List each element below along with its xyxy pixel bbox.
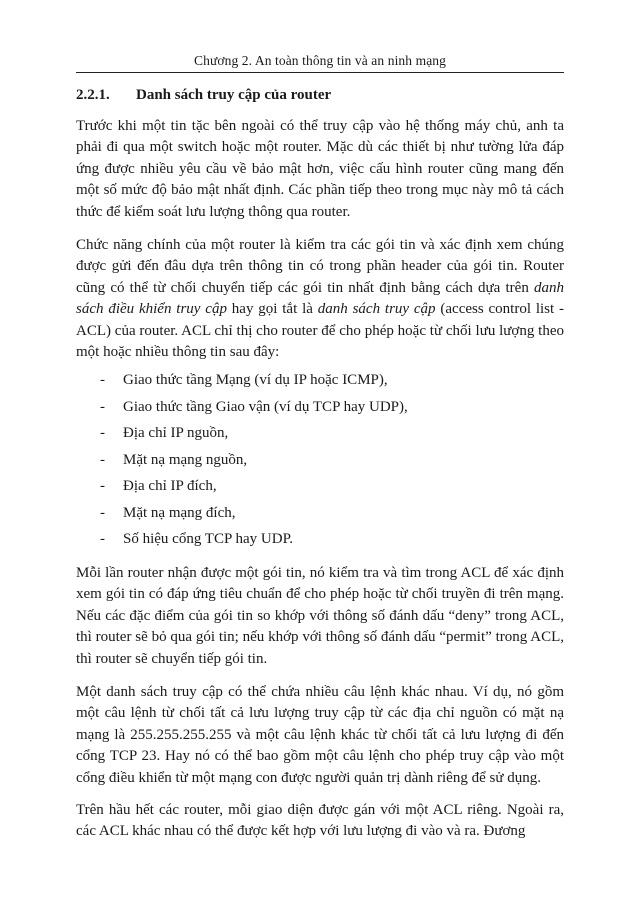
bullet-dash: - — [100, 531, 105, 548]
paragraph-text: (access control list - ACL) của router. ACL chỉ thị cho router để cho phép hoặc từ chối lưu lượng theo một hoặc nhiều thông tin sau đây: — [76, 301, 565, 361]
list-item — [76, 367, 564, 394]
section-heading — [76, 84, 564, 106]
list-item-text: Số hiệu cổng TCP hay UDP. — [123, 531, 294, 548]
running-header: Chương 2. An toàn thông tin và an ninh mạng — [194, 53, 446, 68]
list-item-text: Giao thức tầng Giao vận (ví dụ TCP hay UDP), — [123, 398, 408, 415]
list-item — [76, 500, 564, 527]
list-item — [76, 447, 564, 474]
criteria-list — [76, 367, 564, 553]
list-item-text: Mặt nạ mạng nguồn, — [123, 451, 248, 468]
bullet-dash: - — [100, 425, 105, 442]
emphasis-term: danh sách truy cập — [317, 301, 436, 318]
section-title: Danh sách truy cập của router — [136, 87, 332, 103]
bullet-dash: - — [100, 372, 105, 389]
paragraph-interfaces: Trên hầu hết các router, mỗi giao diện được gán với một ACL riêng. Ngoài ra, các ACL khác nhau có thể được kết hợp với lưu lượng đi vào và ra. Đương — [76, 802, 564, 840]
list-item — [76, 473, 564, 500]
paragraph-acl-statements: Một danh sách truy cập có thể chứa nhiều câu lệnh khác nhau. Ví dụ, nó gồm một câu lệnh từ chối tất cả lưu lượng truy cập từ các địa chỉ nguồn có mặt nạ mạng là 255.255.255.255 và một câu lệnh khác từ chối tất cả lưu lượng đi đến cổng TCP 23. Hay nó có thể bao gồm một câu lệnh cho phép truy cập vào một cổng điều khiển từ một mạng con được người quản trị dành riêng để sử dụng. — [76, 684, 564, 786]
list-item-text: Địa chỉ IP nguồn, — [123, 425, 229, 442]
bullet-dash: - — [100, 451, 105, 468]
section-number: 2.2.1. — [76, 87, 110, 103]
header-rule — [76, 72, 564, 73]
bullet-dash: - — [100, 478, 105, 495]
document-page — [76, 0, 564, 843]
list-item — [76, 420, 564, 447]
paragraph-router-function — [76, 235, 564, 363]
list-item-text: Giao thức tầng Mạng (ví dụ IP hoặc ICMP), — [123, 372, 388, 389]
paragraph-text: hay gọi tắt là — [226, 301, 318, 318]
list-item-text: Mặt nạ mạng đích, — [123, 504, 236, 521]
list-item — [76, 394, 564, 421]
list-item — [76, 526, 564, 553]
paragraph-intro: Trước khi một tin tặc bên ngoài có thể truy cập vào hệ thống máy chủ, anh ta phải đi qua một switch hoặc một router. Mặc dù các thiết bị như tường lửa đáp ứng được nhiều yêu cầu về bảo mật hơn, việc cấu hình router cũng mang đến một số mức độ bảo mật nhất định. Các phần tiếp theo trong mục này mô tả cách thức để kiểm soát lưu lượng thông qua router. — [76, 118, 564, 220]
paragraph-acl-processing: Mỗi lần router nhận được một gói tin, nó kiểm tra và tìm trong ACL để xác định xem gói tin có đáp ứng tiêu chuẩn để cho phép hoặc từ chối truyền đi trên mạng. Nếu các đặc điểm của gói tin so khớp với thông số đánh dấu “deny” trong ACL, thì router sẽ bỏ qua gói tin; nếu khớp với thông số đánh dấu “permit” trong ACL, thì router sẽ chuyển tiếp gói tin. — [76, 564, 564, 667]
paragraph-text: Chức năng chính của một router là kiểm tra các gói tin và xác định xem chúng được gửi đến đâu dựa trên thông tin có trong phần header của gói tin. Router cũng có thể từ chối chuyển tiếp các gói tin nhất định bằng cách dựa trên — [76, 237, 564, 296]
bullet-dash: - — [100, 504, 105, 521]
emphasis-term: danh sách điều khiển truy cập — [76, 279, 564, 318]
list-item-text: Địa chỉ IP đích, — [123, 478, 217, 495]
bullet-dash: - — [100, 398, 105, 415]
